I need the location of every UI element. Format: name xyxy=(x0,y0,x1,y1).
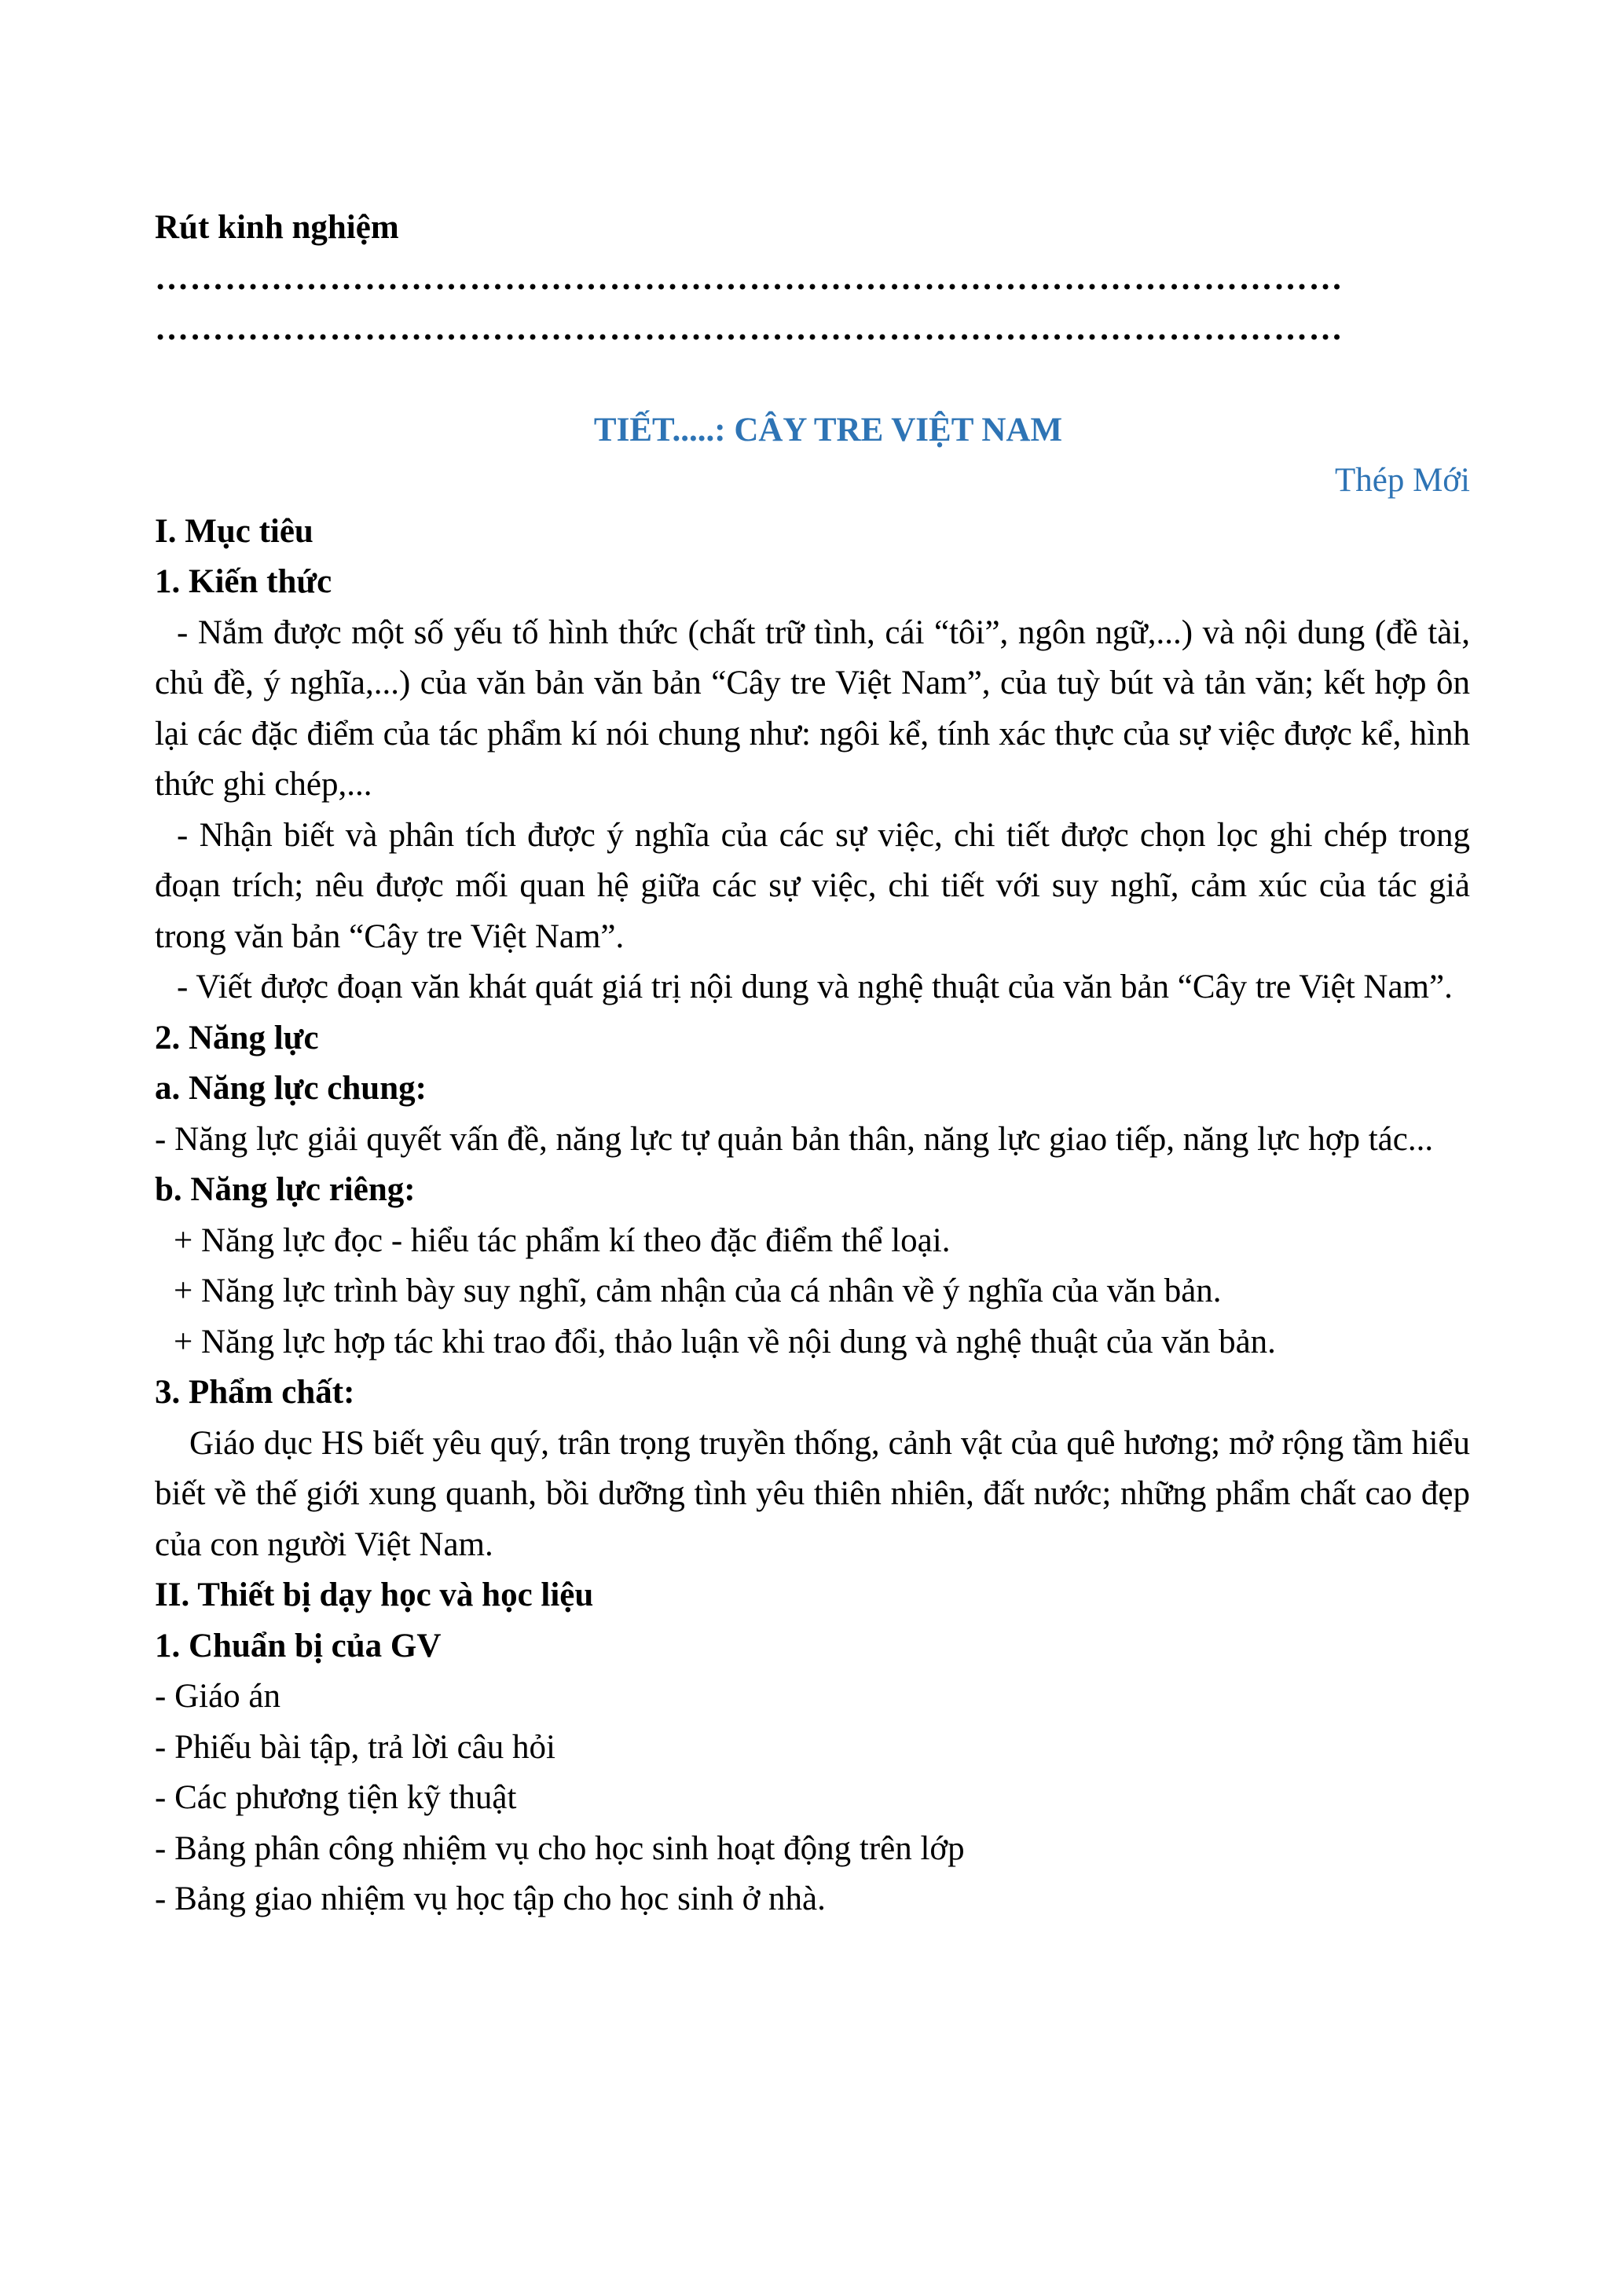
specific-competence-heading: b. Năng lực riêng: xyxy=(155,1171,416,1208)
general-competence-heading: a. Năng lực chung: xyxy=(155,1070,427,1107)
quality-text: Giáo dục HS biết yêu quý, trân trọng truyền thống, cảnh vật của quê hương; mở rộng tầm hiểu biết về thế giới xung quanh, bồi dưỡng tình yêu thiên nhiên, đất nước; những phẩm chất cao đẹp của con người Việt Nam. xyxy=(155,1424,1470,1563)
teacher-prep-item-4: - Bảng phân công nhiệm vụ cho học sinh hoạt động trên lớp xyxy=(155,1829,965,1867)
lesson-author: Thép Mới xyxy=(1334,462,1470,499)
specific-competence-item-2: + Năng lực trình bày suy nghĩ, cảm nhận của cá nhân về ý nghĩa của văn bản. xyxy=(174,1273,1222,1309)
general-competence-text: - Năng lực giải quyết vấn đề, năng lực tự quản bản thân, năng lực giao tiếp, năng lực hợp tác... xyxy=(155,1120,1434,1158)
teacher-prep-item-1: - Giáo án xyxy=(155,1678,280,1715)
knowledge-item-2: - Nhận biết và phân tích được ý nghĩa của các sự việc, chi tiết được chọn lọc ghi chép trong đoạn trích; nêu được mối quan hệ giữa các sự việc, chi tiết với suy nghĩ, cảm xúc của tác giả trong văn bản “Cây tre Việt Nam”. xyxy=(155,816,1470,955)
knowledge-item-1: - Nắm được một số yếu tố hình thức (chất trữ tình, cái “tôi”, ngôn ngữ,...) và nội dung (đề tài, chủ đề, ý nghĩa,...) của văn bản văn bản “Cây tre Việt Nam”, của tuỳ bút và tản văn; kết hợp ôn lại các đặc điểm của tác phẩm kí nói chung như: ngôi kể, tính xác thực của sự việc được kể, hình thức ghi chép,... xyxy=(155,613,1470,803)
specific-competence-item-3: + Năng lực hợp tác khi trao đổi, thảo luận về nội dung và nghệ thuật của văn bản. xyxy=(174,1323,1276,1360)
teacher-prep-item-5: - Bảng giao nhiệm vụ học tập cho học sinh ở nhà. xyxy=(155,1880,826,1917)
knowledge-item-3: - Viết được đoạn văn khát quát giá trị nội dung và nghệ thuật của văn bản “Cây tre Việt Nam”. xyxy=(177,969,1453,1005)
section-2-heading: II. Thiết bị dạy học và học liệu xyxy=(155,1576,594,1613)
teacher-prep-heading: 1. Chuẩn bị của GV xyxy=(155,1627,442,1664)
review-dots-line-1: ………………………………………………………………………………………… xyxy=(155,259,1344,297)
specific-competence-item-1: + Năng lực đọc - hiểu tác phẩm kí theo đặc điểm thể loại. xyxy=(174,1221,951,1259)
teacher-prep-item-2: - Phiếu bài tập, trả lời câu hỏi xyxy=(155,1728,555,1766)
review-heading: Rút kinh nghiệm xyxy=(155,209,399,246)
competence-heading: 2. Năng lực xyxy=(155,1019,319,1056)
section-1-heading: I. Mục tiêu xyxy=(155,512,313,550)
knowledge-heading: 1. Kiến thức xyxy=(155,563,332,600)
lesson-title: TIẾT.....: CÂY TRE VIỆT NAM xyxy=(593,411,1063,449)
review-dots-line-2: ………………………………………………………………………………………… xyxy=(155,310,1344,347)
quality-heading: 3. Phẩm chất: xyxy=(155,1374,355,1411)
document-page xyxy=(155,203,1470,1925)
teacher-prep-item-3: - Các phương tiện kỹ thuật xyxy=(155,1779,517,1816)
